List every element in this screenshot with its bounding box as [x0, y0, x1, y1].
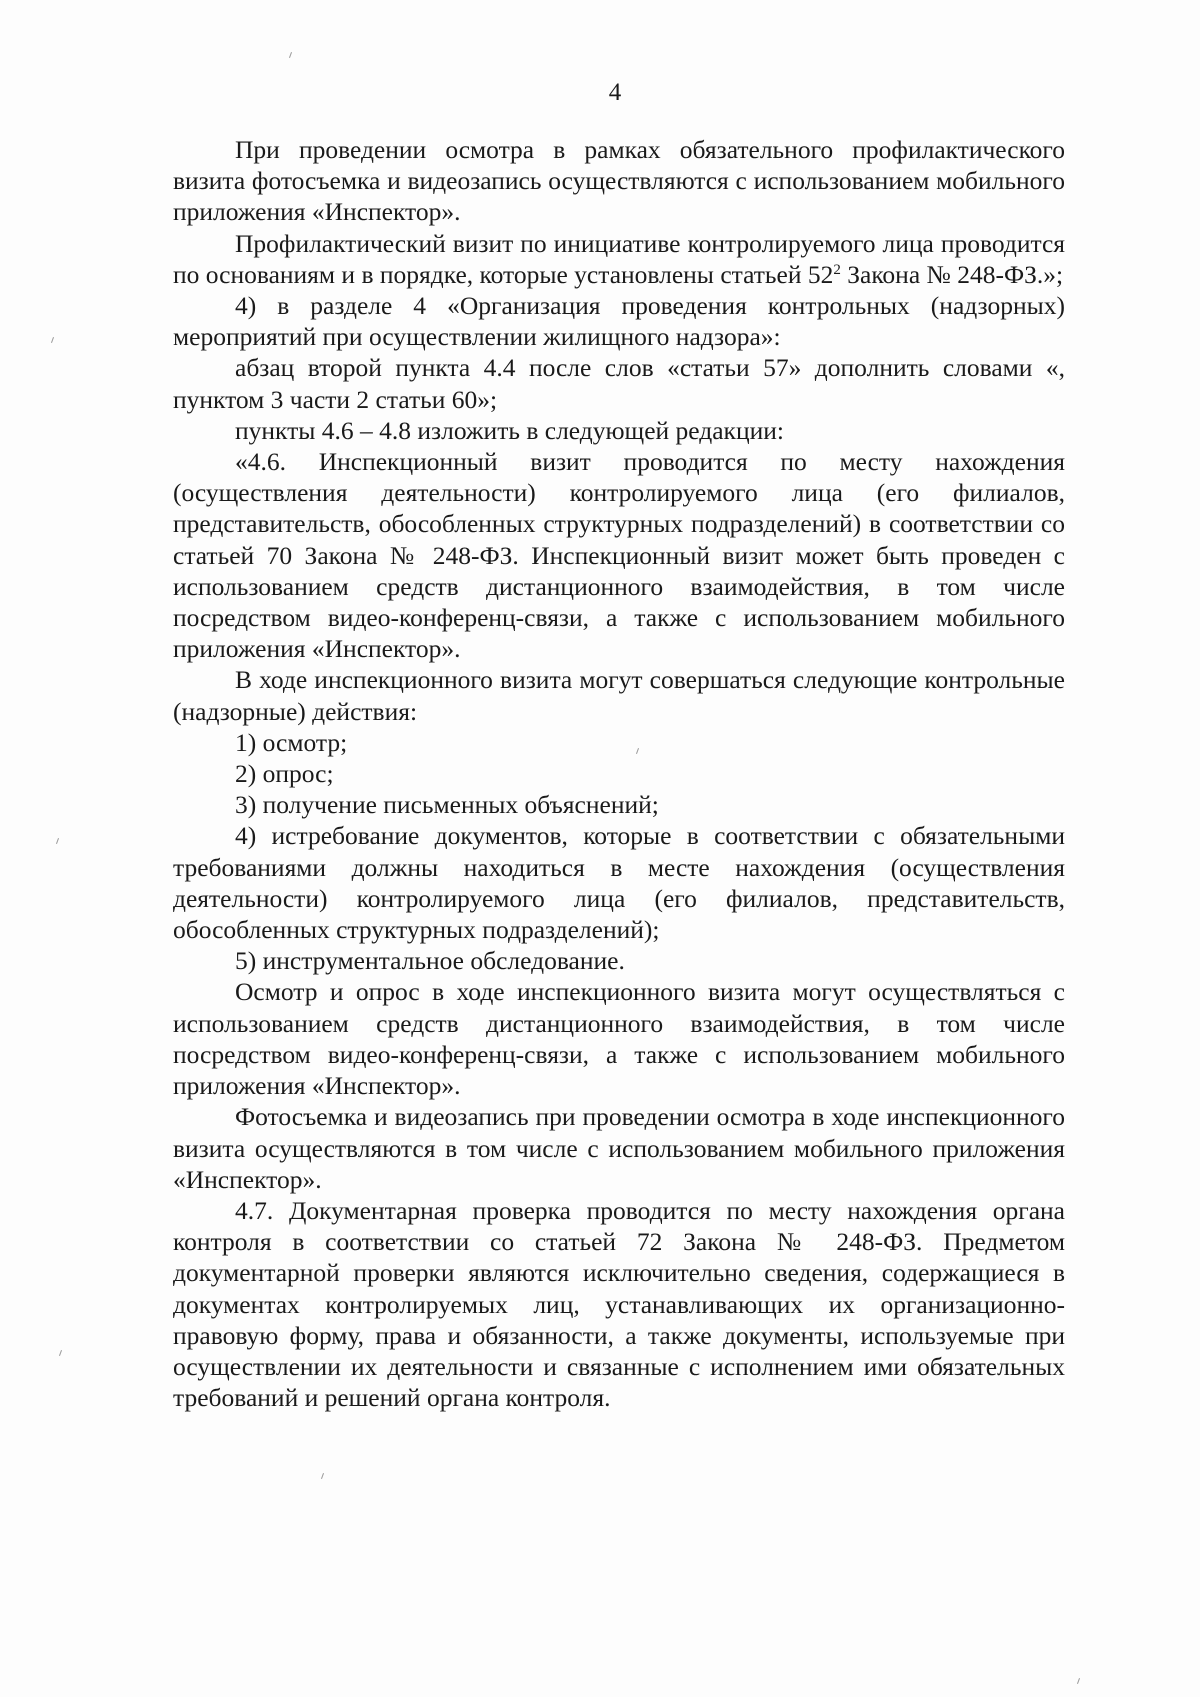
paragraph: пункты 4.6 – 4.8 изложить в следующей редакции: — [235, 415, 784, 445]
paragraph: «4.6. Инспекционный визит проводится по месту нахождения (осуществления деятельности) контролируемого лица (его филиалов, представительств, обособленных структурных подразделений) в соответствии со статьей 70 Закона № 248-ФЗ. Инспекционный визит может быть проведен с использованием средств дистанционного взаимодействия, в том числе посредством видео-конференц-связи, а также с использованием мобильного приложения «Инспектор». — [173, 447, 1065, 664]
list-item: 1) осмотр; — [235, 727, 348, 757]
paragraph: Осмотр и опрос в ходе инспекционного визита могут осуществляться с использованием средств дистанционного взаимодействия, в том числе посредством видео-конференц-связи, а также с использованием мобильного приложения «Инспектор». — [173, 977, 1065, 1101]
paragraph: При проведении осмотра в рамках обязательного профилактического визита фотосъемка и видеозапись осуществляются с использованием мобильного приложения «Инспектор». — [173, 135, 1065, 227]
scan-speck — [59, 1350, 62, 1356]
list-item: 2) опрос; — [235, 759, 334, 789]
scan-speck — [321, 1473, 324, 1479]
paragraph: 4.7. Документарная проверка проводится по месту нахождения органа контроля в соответствии со статьей 72 Закона № 248-ФЗ. Предметом документарной проверки являются исключительно сведения, содержащиеся в документах контролируемых лиц, устанавливающих их организационно-правовую форму, права и обязанности, а также документы, используемые при осуществлении их деятельности и связанные с исполнением ими обязательных требований и решений органа контроля. — [173, 1195, 1065, 1413]
list-item: 5) инструментальное обследование. — [235, 946, 625, 976]
page-number: 4 — [608, 79, 622, 106]
paragraph-text: Профилактический визит по инициативе контролируемого лица проводится по основаниям и в порядке, которые установлены статьей 52 — [173, 228, 1065, 289]
paragraph: абзац второй пункта 4.4 после слов «статьи 57» дополнить словами «, пунктом 3 части 2 статьи 60»; — [173, 353, 1065, 414]
paragraph — [173, 228, 1065, 290]
list-item: 4) истребование документов, которые в соответствии с обязательными требованиями должны находиться в месте нахождения (осуществления деятельности) контролируемого лица (его филиалов, представительств, обособленных структурных подразделений); — [173, 821, 1065, 945]
list-item: 3) получение письменных объяснений; — [235, 790, 659, 820]
scan-speck — [51, 337, 54, 343]
superscript: 2 — [833, 261, 841, 278]
paragraph: 4) в разделе 4 «Организация проведения контрольных (надзорных) мероприятий при осуществлении жилищного надзора»: — [173, 291, 1065, 352]
scan-speck — [289, 52, 292, 58]
paragraph-text-tail: Закона № 248-ФЗ.»; — [840, 259, 1064, 289]
scan-speck — [56, 838, 59, 844]
paragraph: Фотосъемка и видеозапись при проведении осмотра в ходе инспекционного визита осуществляются в том числе с использованием мобильного приложения «Инспектор». — [173, 1102, 1065, 1194]
scan-speck — [1077, 1678, 1080, 1684]
document-body — [173, 134, 1065, 1413]
paragraph: В ходе инспекционного визита могут совершаться следующие контрольные (надзорные) действия: — [173, 665, 1065, 726]
